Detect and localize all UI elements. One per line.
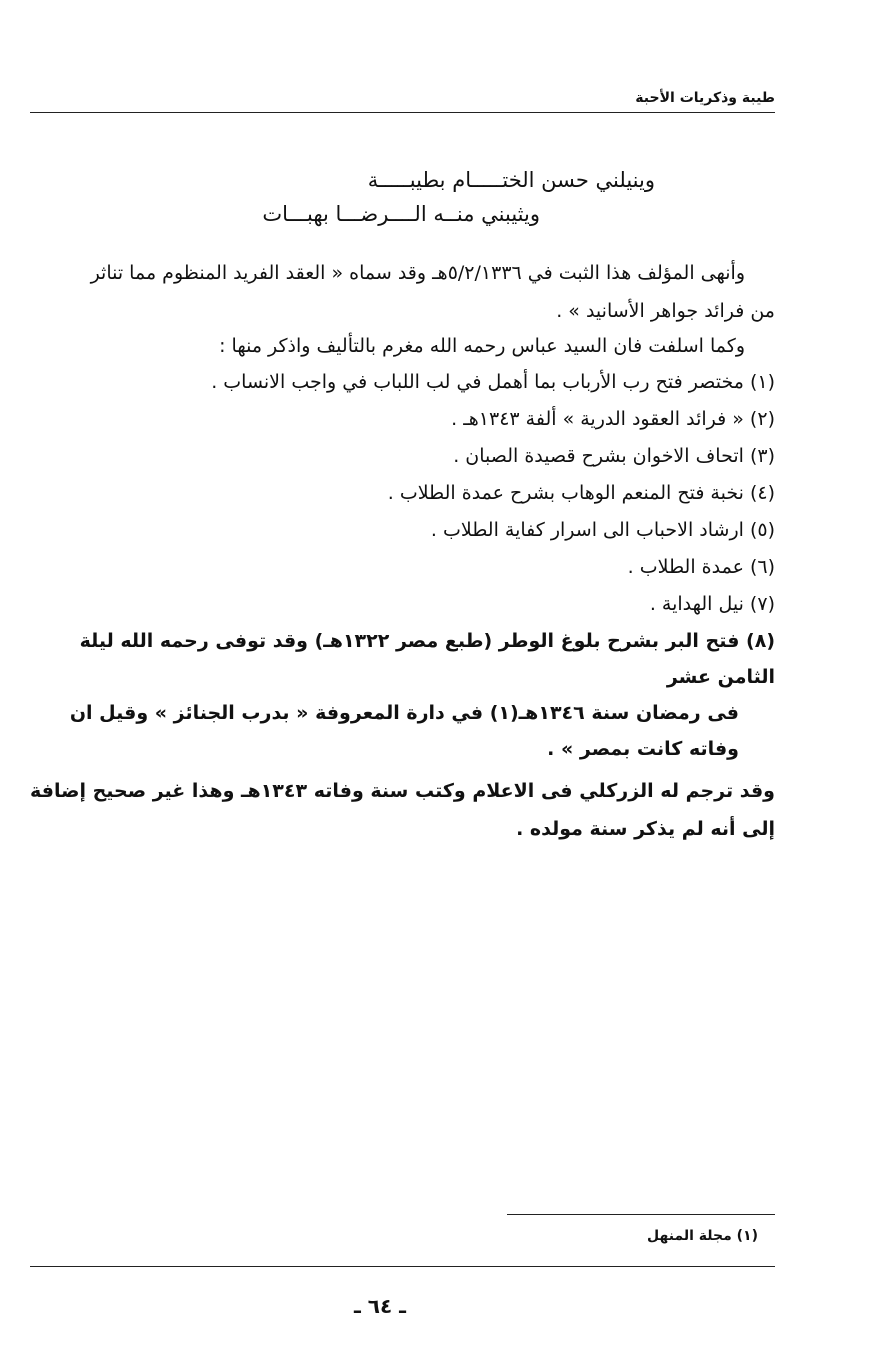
footnote: (١) مجلة المنهل [647,1228,758,1244]
list-item: (٥) ارشاد الاحباب الى اسرار كفاية الطلاب . [430,519,775,541]
paragraph-zirikli-note: وقد ترجم له الزركلي فى الاعلام وكتب سنة وفاته ١٣٤٣هـ وهذا غير صحيح إضافة إلى أنه لم يذكر سنة مولده . [30,780,775,840]
footnote-rule [507,1214,775,1215]
header-rule [30,112,775,113]
list-item: (٣) اتحاف الاخوان بشرح قصيدة الصبان . [453,445,775,467]
list-item: (٢) « فرائد العقود الدرية » ألفة ١٣٤٣هـ . [451,408,775,430]
paragraph-colophon-line-1: وأنهى المؤلف هذا الثبت في ٥/٢/١٣٣٦هـ وقد سماه « العقد الفريد المنظوم مما تناثر [90,262,745,284]
list-item: (١) مختصر فتح رب الأرباب بما أهمل في لب اللباب في واجب الانساب . [211,371,775,393]
list-item-8-line-1: (٨) فتح البر بشرح بلوغ الوطر (طبع مصر ١٣٢٢هـ) وقد توفى رحمه الله ليلة الثامن عشر [79,630,775,688]
list-item: (٤) نخبة فتح المنعم الوهاب بشرح عمدة الطلاب . [387,482,775,504]
paragraph-works-intro: وكما اسلفت فان السيد عباس رحمه الله مغرم بالتأليف واذكر منها : [219,335,745,357]
running-header: طيبة وذكريات الأحبة [635,90,775,106]
works-list [30,364,775,767]
list-item: (٦) عمدة الطلاب . [627,556,775,578]
verse-line-1: وينيلني حسن الختـــــام بطيبـــــة [367,168,655,192]
list-item [30,623,775,767]
footer-rule [30,1266,775,1267]
paragraph-colophon [30,254,775,330]
list-item-8-continuation: فى رمضان سنة ١٣٤٦هـ(١) في دارة المعروفة « بدرب الجنائز » وقيل ان وفاته كانت بمصر » . [69,702,739,760]
page-number: ـ ٦٤ ـ [353,1294,407,1318]
paragraph-colophon-line-2: من فرائد جواهر الأسانيد » . [556,300,775,322]
list-item: (٧) نيل الهداية . [649,593,775,615]
verse-line-2: ويثيبني منــه الــــرضـــا بهبـــات [262,202,540,226]
